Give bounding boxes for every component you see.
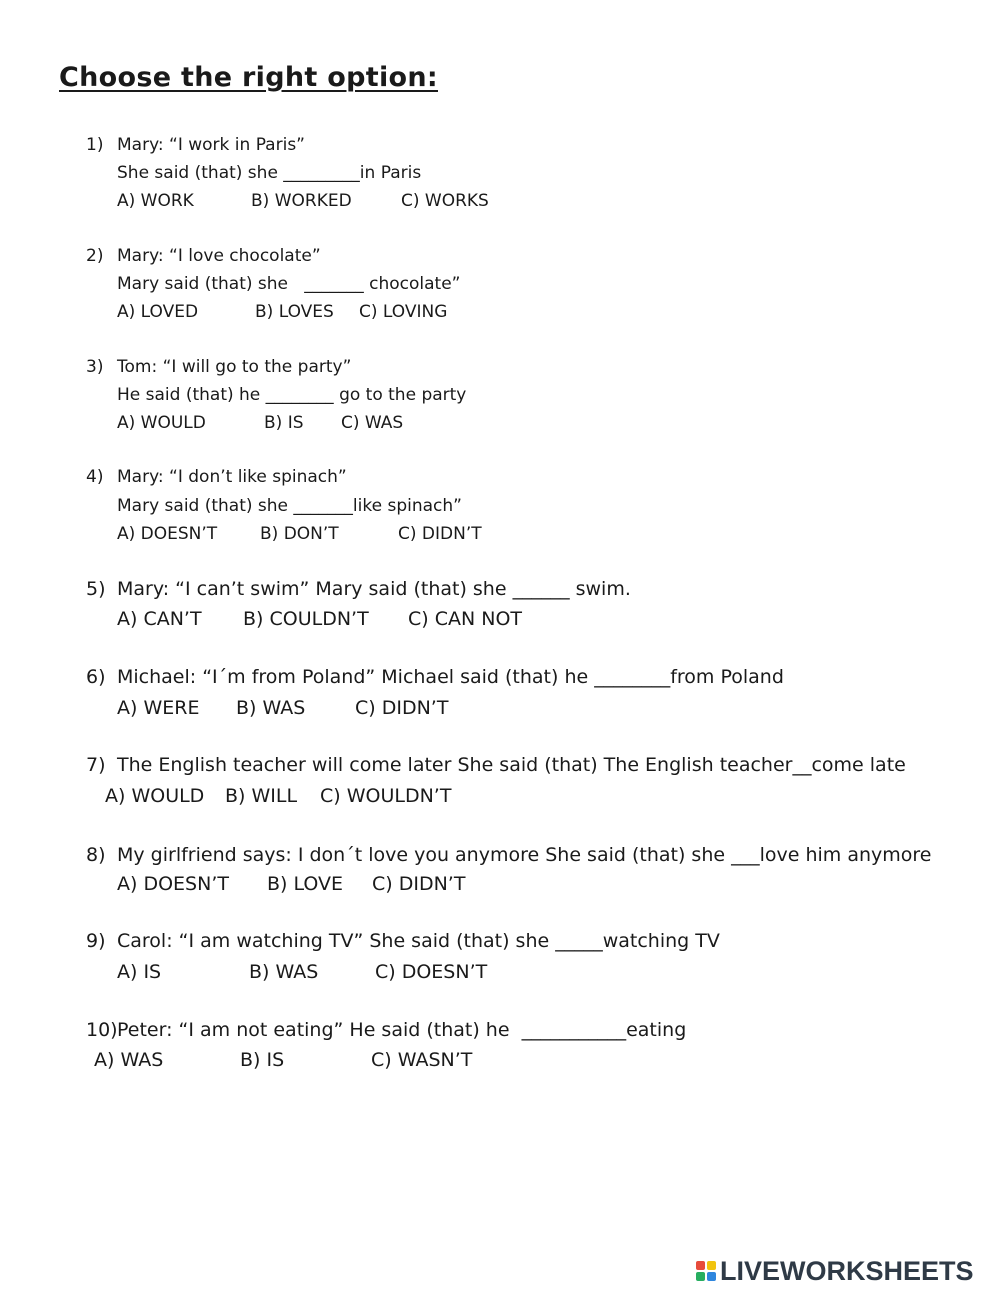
question-9-options xyxy=(117,961,487,983)
question-3-option-a[interactable]: A) WOULD xyxy=(117,413,206,433)
logo-square-red xyxy=(696,1261,705,1270)
question-4-prompt: 4) Mary: “I don’t like spinach” xyxy=(86,467,347,487)
question-5-option-c[interactable]: C) CAN NOT xyxy=(408,608,523,630)
brand-name: LIVEWORKSHEETS xyxy=(720,1255,974,1286)
question-6-option-a[interactable]: A) WERE xyxy=(117,697,200,719)
question-5-prompt: 5) Mary: “I can’t swim” Mary said (that) she ______ swim. xyxy=(86,578,631,600)
question-1-option-b[interactable]: B) WORKED xyxy=(251,191,352,211)
question-2-options xyxy=(117,302,447,322)
question-10-number: 10) xyxy=(86,1019,118,1041)
question-10-option-a[interactable]: A) WAS xyxy=(94,1049,164,1071)
question-10-option-c[interactable]: C) WASN’T xyxy=(371,1049,473,1071)
question-4-option-b[interactable]: B) DON’T xyxy=(260,524,339,544)
question-6-options xyxy=(117,697,448,719)
question-3-option-c[interactable]: C) WAS xyxy=(341,413,404,433)
question-8-options xyxy=(117,873,465,895)
question-4-option-c[interactable]: C) DIDN’T xyxy=(398,524,482,544)
question-10-prompt: 10)Peter: “I am not eating” He said (that) he ___________eating xyxy=(86,1019,687,1041)
question-3-prompt: 3) Tom: “I will go to the party” xyxy=(86,357,352,377)
question-8-number: 8) xyxy=(86,844,106,866)
question-7-option-a[interactable]: A) WOULD xyxy=(105,785,205,807)
page-title: Choose the right option: xyxy=(59,62,438,93)
question-5-options xyxy=(117,608,522,630)
question-4-option-a[interactable]: A) DOESN’T xyxy=(117,524,218,544)
question-1-option-a[interactable]: A) WORK xyxy=(117,191,194,211)
question-5-option-a[interactable]: A) CAN’T xyxy=(117,608,202,630)
liveworksheets-icon xyxy=(696,1261,716,1281)
logo-square-blue xyxy=(707,1272,716,1281)
question-4-number: 4) xyxy=(86,467,104,487)
question-8-option-b[interactable]: B) LOVE xyxy=(267,873,344,895)
question-1-option-c[interactable]: C) WORKS xyxy=(401,191,489,211)
question-1-number: 1) xyxy=(86,135,104,155)
question-2-option-a[interactable]: A) LOVED xyxy=(117,302,199,322)
question-6-number: 6) xyxy=(86,666,106,688)
question-9-option-a[interactable]: A) IS xyxy=(117,961,162,983)
question-7-prompt: 7) The English teacher will come later She said (that) The English teacher__come late xyxy=(86,754,906,776)
question-8-option-c[interactable]: C) DIDN’T xyxy=(372,873,466,895)
question-2-number: 2) xyxy=(86,246,104,266)
question-7-number: 7) xyxy=(86,754,106,776)
question-3-option-b[interactable]: B) IS xyxy=(264,413,304,433)
question-4-options xyxy=(117,524,482,544)
question-6-prompt: 6) Michael: “I´m from Poland” Michael said (that) he ________from Poland xyxy=(86,666,784,688)
question-1-options xyxy=(117,191,489,211)
question-2-option-c[interactable]: C) LOVING xyxy=(359,302,448,322)
question-6-option-c[interactable]: C) DIDN’T xyxy=(355,697,449,719)
question-8-prompt: 8) My girlfriend says: I don´t love you anymore She said (that) she ___love him anymore xyxy=(86,844,932,866)
question-9-option-b[interactable]: B) WAS xyxy=(249,961,319,983)
question-1-sentence: She said (that) she _________in Paris xyxy=(117,163,422,183)
question-1-prompt: 1) Mary: “I work in Paris” xyxy=(86,135,305,155)
question-7-option-b[interactable]: B) WILL xyxy=(225,785,298,807)
question-7-options xyxy=(105,785,451,807)
question-9-number: 9) xyxy=(86,930,106,952)
logo-square-yellow xyxy=(707,1261,716,1270)
question-5-number: 5) xyxy=(86,578,106,600)
question-8-option-a[interactable]: A) DOESN’T xyxy=(117,873,229,895)
question-3-number: 3) xyxy=(86,357,104,377)
question-2-sentence: Mary said (that) she _______ chocolate” xyxy=(117,274,461,294)
question-5-option-b[interactable]: B) COULDN’T xyxy=(243,608,369,630)
question-10-option-b[interactable]: B) IS xyxy=(240,1049,285,1071)
question-7-option-c[interactable]: C) WOULDN’T xyxy=(320,785,452,807)
logo-square-green xyxy=(696,1272,705,1281)
question-4-sentence: Mary said (that) she _______like spinach” xyxy=(117,496,462,516)
liveworksheets-logo[interactable] xyxy=(696,1254,974,1288)
question-3-sentence: He said (that) he ________ go to the party xyxy=(117,385,467,405)
question-3-options xyxy=(117,413,403,433)
question-10-options xyxy=(94,1049,472,1071)
question-9-prompt: 9) Carol: “I am watching TV” She said (that) she _____watching TV xyxy=(86,930,720,952)
question-2-option-b[interactable]: B) LOVES xyxy=(255,302,334,322)
question-9-option-c[interactable]: C) DOESN’T xyxy=(375,961,488,983)
question-2-prompt: 2) Mary: “I love chocolate” xyxy=(86,246,321,266)
question-6-option-b[interactable]: B) WAS xyxy=(236,697,306,719)
